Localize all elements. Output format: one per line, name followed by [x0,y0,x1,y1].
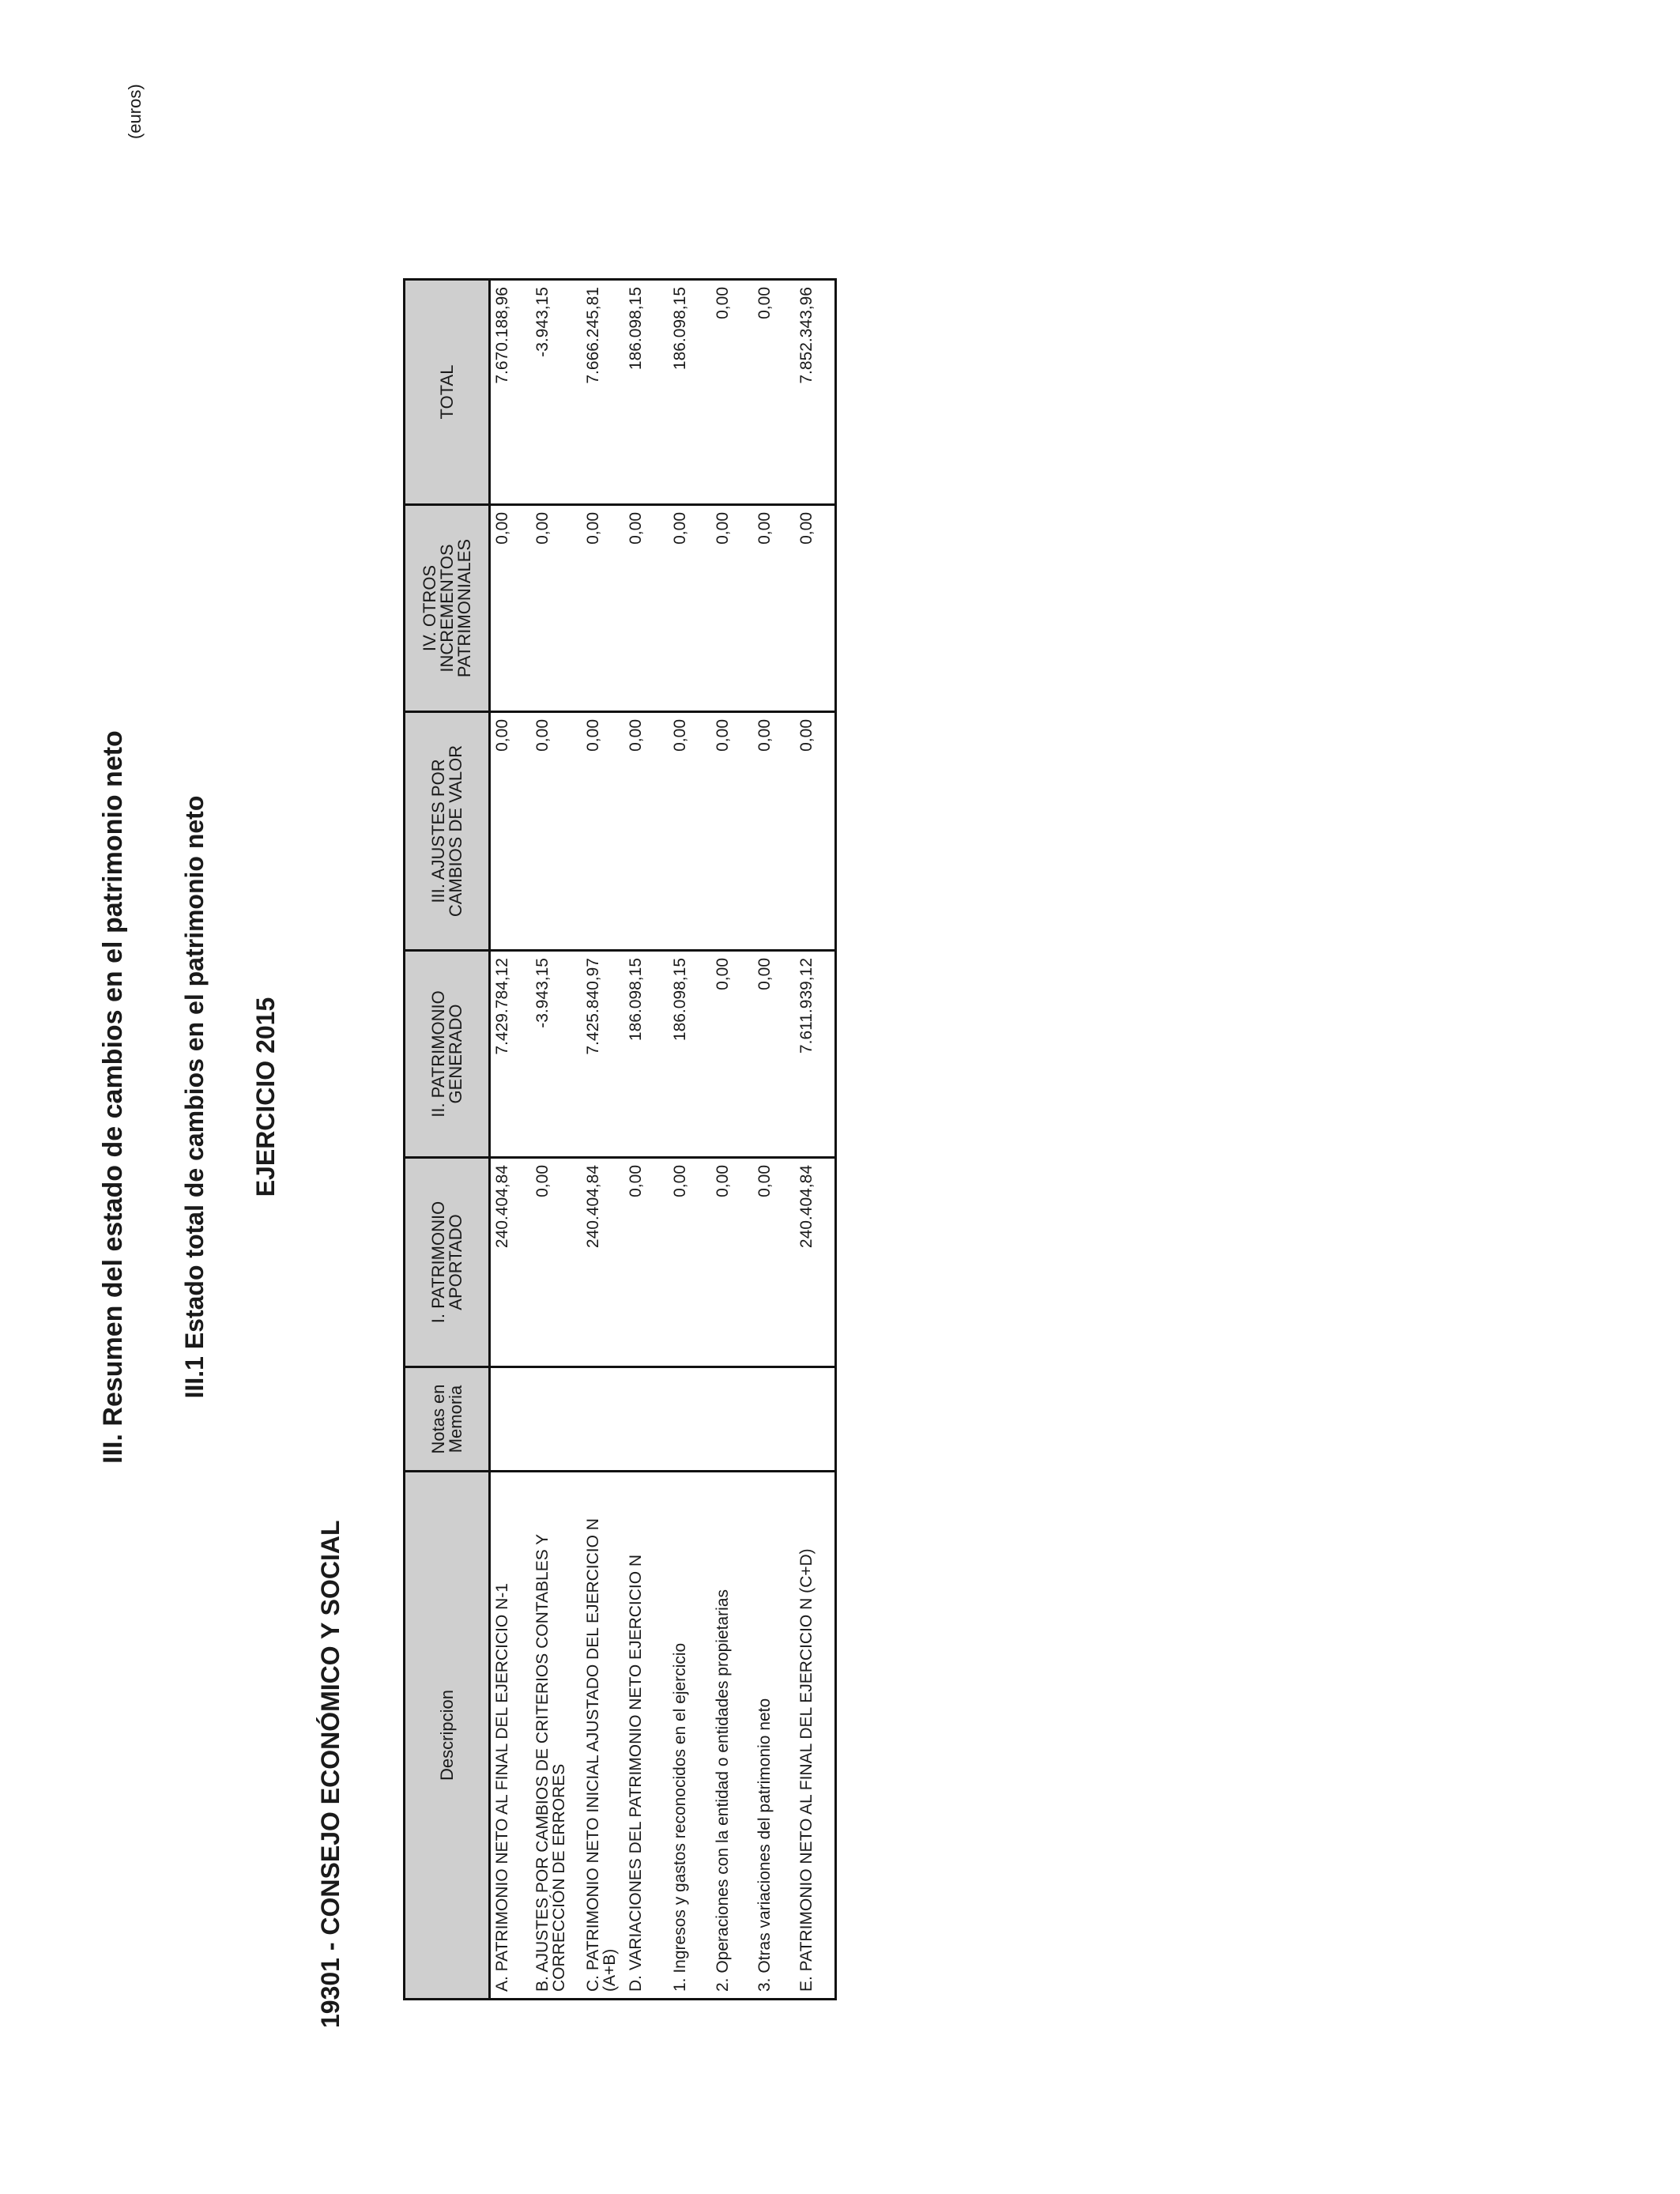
row-notas [490,1367,531,1472]
row-otros: 0,00 [624,505,669,712]
row-aportado: 240.404,84 [582,1158,624,1367]
table-row [624,280,669,2000]
row-total: 186.098,15 [669,280,711,505]
row-aportado: 0,00 [531,1158,582,1367]
row-aportado: 0,00 [711,1158,753,1367]
row-total: -3.943,15 [531,280,582,505]
row-notas [711,1367,753,1472]
table-row [711,280,753,2000]
table-row [795,280,836,2000]
row-total: 0,00 [711,280,753,505]
table-header-row [405,280,490,2000]
row-generado: 0,00 [711,951,753,1158]
row-otros: 0,00 [795,505,836,712]
row-generado: 186.098,15 [669,951,711,1158]
table-row [753,280,795,2000]
row-ajustes: 0,00 [669,712,711,951]
row-otros: 0,00 [711,505,753,712]
row-description: 1. Ingresos y gastos reconocidos en el ejercicio [669,1472,711,2000]
row-description: A. PATRIMONIO NETO AL FINAL DEL EJERCICIO N-1 [490,1472,531,2000]
units-label: (euros) [125,84,145,139]
row-notas [624,1367,669,1472]
row-aportado: 240.404,84 [795,1158,836,1367]
row-generado: 186.098,15 [624,951,669,1158]
row-generado: 7.429.784,12 [490,951,531,1158]
row-total: 186.098,15 [624,280,669,505]
table-row [531,280,582,2000]
equity-changes-table [403,278,837,2000]
row-otros: 0,00 [753,505,795,712]
row-notas [582,1367,624,1472]
column-header-descripcion: Descripcion [405,1472,490,2000]
row-otros: 0,00 [669,505,711,712]
row-generado: 0,00 [753,951,795,1158]
column-header-ajustes: III. AJUSTES POR CAMBIOS DE VALOR [405,712,490,951]
row-total: 7.852.343,96 [795,280,836,505]
row-otros: 0,00 [490,505,531,712]
row-description: C. PATRIMONIO NETO INICIAL AJUSTADO DEL EJERCICIO N (A+B) [582,1472,624,2000]
equity-changes-table-wrapper [403,278,837,2000]
row-notas [753,1367,795,1472]
row-description: 3. Otras variaciones del patrimonio neto [753,1472,795,2000]
row-ajustes: 0,00 [531,712,582,951]
entity-name: 19301 - CONSEJO ECONÓMICO Y SOCIAL [316,1520,345,2028]
row-description: B. AJUSTES POR CAMBIOS DE CRITERIOS CONTABLES Y CORRECCIÓN DE ERRORES [531,1472,582,2000]
row-aportado: 240.404,84 [490,1158,531,1367]
row-ajustes: 0,00 [624,712,669,951]
row-notas [669,1367,711,1472]
row-ajustes: 0,00 [490,712,531,951]
column-header-generado: II. PATRIMONIO GENERADO [405,951,490,1158]
row-otros: 0,00 [531,505,582,712]
table-row [490,280,531,2000]
row-notas [531,1367,582,1472]
row-total: 7.670.188,96 [490,280,531,505]
row-description: 2. Operaciones con la entidad o entidades propietarias [711,1472,753,2000]
row-ajustes: 0,00 [711,712,753,951]
row-generado: 7.611.939,12 [795,951,836,1158]
column-header-notas: Notas en Memoria [405,1367,490,1472]
table-row [669,280,711,2000]
row-ajustes: 0,00 [582,712,624,951]
exercise-title: EJERCICIO 2015 [251,997,280,1197]
row-total: 0,00 [753,280,795,505]
row-generado: -3.943,15 [531,951,582,1158]
row-aportado: 0,00 [753,1158,795,1367]
column-header-total: TOTAL [405,280,490,505]
row-ajustes: 0,00 [795,712,836,951]
row-generado: 7.425.840,97 [582,951,624,1158]
sub-title: III.1 Estado total de cambios en el patrimonio neto [180,795,209,1399]
row-description: E. PATRIMONIO NETO AL FINAL DEL EJERCICIO N (C+D) [795,1472,836,2000]
row-notas [795,1367,836,1472]
table-row [582,280,624,2000]
row-aportado: 0,00 [669,1158,711,1367]
row-otros: 0,00 [582,505,624,712]
main-title: III. Resumen del estado de cambios en el patrimonio neto [98,730,128,1464]
column-header-otros: IV. OTROS INCREMENTOS PATRIMONIALES [405,505,490,712]
row-total: 7.666.245,81 [582,280,624,505]
column-header-aportado: I. PATRIMONIO APORTADO [405,1158,490,1367]
row-aportado: 0,00 [624,1158,669,1367]
row-description: D. VARIACIONES DEL PATRIMONIO NETO EJERCICIO N [624,1472,669,2000]
row-ajustes: 0,00 [753,712,795,951]
